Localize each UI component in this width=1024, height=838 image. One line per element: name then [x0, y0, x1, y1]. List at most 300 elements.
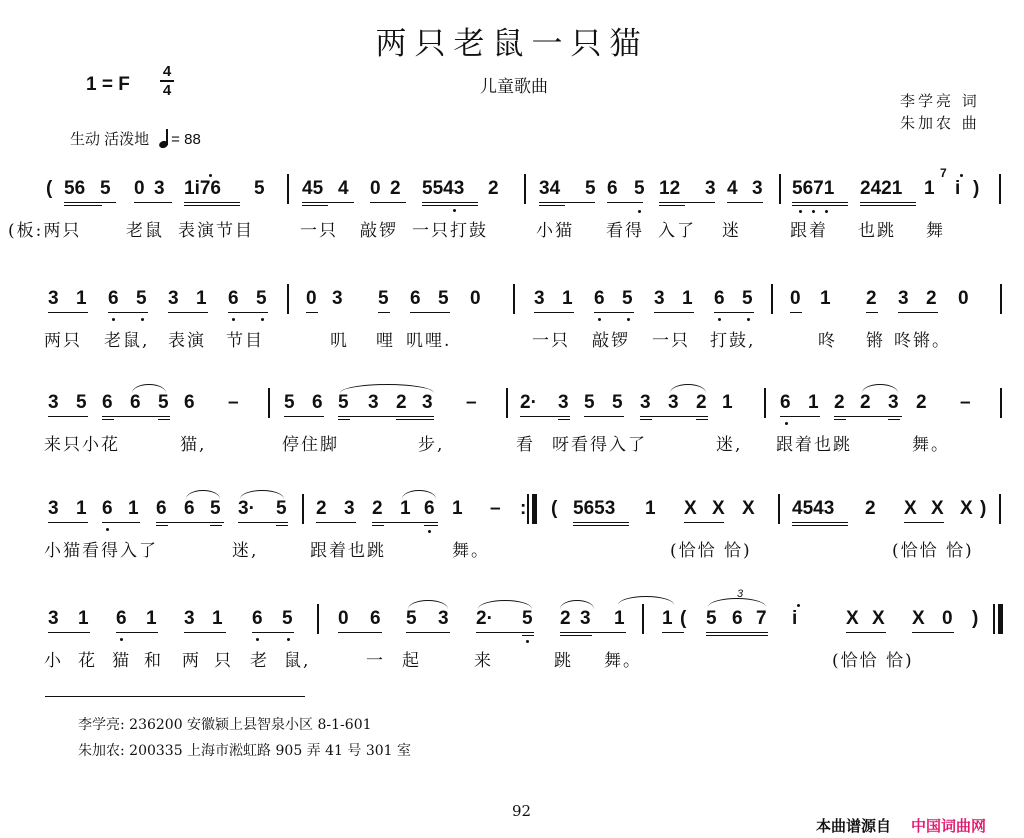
- note: 5: [210, 498, 221, 519]
- beam: [520, 416, 570, 417]
- lyric: 猫,: [180, 435, 207, 455]
- note: 1: [76, 288, 87, 309]
- note: 1: [400, 498, 411, 519]
- final-barline-thick: [998, 604, 1003, 634]
- note: 0: [134, 178, 145, 199]
- beam: [558, 419, 570, 420]
- note: 56: [64, 178, 86, 199]
- note: 5: [406, 608, 417, 629]
- high-octave-dot: [209, 174, 212, 177]
- beam: [659, 205, 685, 206]
- beam: [378, 312, 390, 313]
- triplet-mark: 3: [737, 588, 744, 600]
- beam: [48, 416, 88, 417]
- time-signature-bottom: 4: [162, 82, 172, 99]
- percussion-x: X: [684, 498, 697, 519]
- beam: [338, 419, 350, 420]
- tempo-value: = 88: [171, 131, 201, 148]
- slur: [132, 384, 166, 393]
- note: 3: [534, 288, 545, 309]
- percussion-x: X: [904, 498, 917, 519]
- beam: [370, 202, 406, 203]
- lyric: 小: [44, 651, 63, 671]
- note: 1: [820, 288, 831, 309]
- beam: [238, 522, 288, 523]
- percussion-x: X: [912, 608, 925, 629]
- low-octave-dot: [112, 318, 115, 321]
- note: 7: [756, 608, 767, 629]
- note: 5543: [422, 178, 465, 199]
- slur: [670, 384, 706, 393]
- note: 2: [316, 498, 327, 519]
- lyric: 迷,: [232, 541, 259, 561]
- lyric: 和: [144, 651, 163, 671]
- note: 6: [156, 498, 167, 519]
- beam: [912, 632, 954, 633]
- beam: [422, 202, 478, 203]
- beam: [684, 522, 724, 523]
- note: 1: [212, 608, 223, 629]
- percussion-x: X: [712, 498, 725, 519]
- beam: [714, 312, 754, 313]
- lyric: 咚锵。: [894, 331, 951, 351]
- lyric: (恰恰 恰): [670, 541, 752, 561]
- note: 3: [668, 392, 679, 413]
- beam: [640, 416, 708, 417]
- percussion-x: X: [872, 608, 885, 629]
- note: 6: [108, 288, 119, 309]
- slur: [560, 600, 594, 609]
- repeat-barline-thick: [532, 494, 537, 524]
- lyric: 一只打鼓: [412, 221, 488, 241]
- lyric: 也跳: [858, 221, 896, 241]
- beam: [727, 202, 763, 203]
- barline: [302, 494, 304, 524]
- note: 6: [732, 608, 743, 629]
- note: 6: [116, 608, 127, 629]
- high-octave-dot: [960, 174, 963, 177]
- beam: [156, 525, 168, 526]
- barline: [771, 284, 773, 314]
- note: 5: [622, 288, 633, 309]
- beam: [607, 202, 643, 203]
- barline: [1000, 388, 1002, 418]
- lyric: 猫: [112, 651, 131, 671]
- note: 6: [370, 608, 381, 629]
- note: 5: [522, 608, 533, 629]
- note: 6: [184, 498, 195, 519]
- beam: [539, 205, 565, 206]
- note: 3: [154, 178, 165, 199]
- beam: [696, 419, 708, 420]
- beam: [228, 312, 268, 313]
- note: 12: [659, 178, 681, 199]
- beam: [302, 205, 328, 206]
- note: 2421: [860, 178, 903, 199]
- final-barline-thin: [993, 604, 995, 634]
- beam: [316, 522, 356, 523]
- lyric: 舞: [926, 221, 945, 241]
- percussion-x: X: [931, 498, 944, 519]
- note: 1: [196, 288, 207, 309]
- quarter-note-icon: [159, 130, 169, 148]
- slur: [478, 600, 532, 609]
- lyric: 表演: [168, 331, 206, 351]
- beam: [48, 312, 88, 313]
- beam: [846, 632, 886, 633]
- percussion-x: X: [742, 498, 755, 519]
- slur: [340, 384, 434, 393]
- beam: [573, 525, 629, 526]
- slur: [862, 384, 898, 393]
- barline: [999, 174, 1001, 204]
- beam: [790, 312, 802, 313]
- lyric: 呀看得入了: [552, 435, 647, 455]
- dash: –: [466, 392, 477, 413]
- note: 0: [306, 288, 317, 309]
- beam: [306, 312, 318, 313]
- note: 6: [410, 288, 421, 309]
- note: 6: [252, 608, 263, 629]
- dash: –: [490, 498, 501, 519]
- beam: [888, 419, 900, 420]
- barline: [764, 388, 766, 418]
- note: 3: [888, 392, 899, 413]
- beam: [108, 312, 148, 313]
- source-brand-link[interactable]: 中国词曲网: [911, 817, 987, 835]
- beam: [792, 525, 848, 526]
- beam: [792, 202, 848, 203]
- note: 6: [312, 392, 323, 413]
- beam: [210, 525, 222, 526]
- beam: [302, 202, 354, 203]
- barline: [317, 604, 319, 634]
- note: 3: [332, 288, 343, 309]
- note: 1: [722, 392, 733, 413]
- note: 3: [48, 498, 59, 519]
- beam: [522, 635, 534, 636]
- note: 2·: [476, 608, 493, 629]
- low-octave-dot: [256, 638, 259, 641]
- beam: [706, 635, 768, 636]
- note: 6: [594, 288, 605, 309]
- note: 5: [706, 608, 717, 629]
- lyric: 一: [366, 651, 385, 671]
- beam: [654, 312, 694, 313]
- source-label: 本曲谱源自: [816, 817, 892, 835]
- note: 5: [585, 178, 596, 199]
- lyric: 看: [516, 435, 535, 455]
- composer-credit: 朱加农 曲: [900, 114, 980, 132]
- note: 2: [372, 498, 383, 519]
- beam: [284, 416, 324, 417]
- beam: [406, 632, 450, 633]
- note: 3: [344, 498, 355, 519]
- barline: [287, 174, 289, 204]
- close-paren: ): [980, 498, 987, 519]
- lyric: 表演节目: [178, 221, 254, 241]
- song-title: 两只老鼠一只猫: [375, 26, 649, 62]
- note: 1: [562, 288, 573, 309]
- note: 3: [168, 288, 179, 309]
- low-octave-dot: [428, 530, 431, 533]
- beam: [834, 419, 846, 420]
- lyric: (板:两只: [8, 221, 82, 241]
- barline: [642, 604, 644, 634]
- lyric: 哩: [376, 331, 395, 351]
- lyric: 叽: [330, 331, 349, 351]
- note: 1: [76, 498, 87, 519]
- note: 1: [78, 608, 89, 629]
- close-paren: ): [972, 608, 979, 629]
- beam: [252, 632, 294, 633]
- note: 1: [452, 498, 463, 519]
- lyric: 舞。: [912, 435, 950, 455]
- beam: [64, 205, 102, 206]
- note: 0: [790, 288, 801, 309]
- note: 3: [48, 288, 59, 309]
- note: 5: [634, 178, 645, 199]
- lyric: 鼠,: [284, 651, 311, 671]
- lyric: (恰恰 恰): [832, 651, 914, 671]
- close-paren: ): [973, 178, 980, 199]
- note: 3: [580, 608, 591, 629]
- lyric: 跟着也跳: [776, 435, 852, 455]
- page-number: 92: [512, 802, 532, 820]
- lyric: 敲锣: [592, 331, 630, 351]
- note: 0: [942, 608, 953, 629]
- note: 6: [102, 392, 113, 413]
- low-octave-dot: [261, 318, 264, 321]
- note: 2: [865, 498, 876, 519]
- percussion-x: X: [960, 498, 973, 519]
- high-octave-dot: [797, 604, 800, 607]
- low-octave-dot: [526, 640, 529, 643]
- note: 1i76: [184, 178, 221, 199]
- lyric: 来只小花: [44, 435, 120, 455]
- beam: [338, 416, 434, 417]
- low-octave-dot: [598, 318, 601, 321]
- lyric: 跟着也跳: [310, 541, 386, 561]
- low-octave-dot: [825, 210, 828, 213]
- note: 0: [958, 288, 969, 309]
- note: 6: [130, 392, 141, 413]
- note: 2: [560, 608, 571, 629]
- beam: [662, 632, 684, 633]
- lyric: 舞。: [452, 541, 490, 561]
- low-octave-dot: [799, 210, 802, 213]
- lyric: 停住脚: [282, 435, 339, 455]
- barline: [999, 494, 1001, 524]
- note: 5: [612, 392, 623, 413]
- lyric: 老: [250, 651, 269, 671]
- note: 2: [390, 178, 401, 199]
- note: 3·: [238, 498, 255, 519]
- note: 5: [158, 392, 169, 413]
- key-signature: 1 = F: [86, 74, 130, 95]
- beam: [792, 205, 848, 206]
- lyric: 迷,: [716, 435, 743, 455]
- lyric: 跳: [554, 651, 573, 671]
- beam: [476, 632, 534, 633]
- low-octave-dot: [141, 318, 144, 321]
- note: 4: [727, 178, 738, 199]
- note: 0: [470, 288, 481, 309]
- note: 5: [76, 392, 87, 413]
- note: 5: [136, 288, 147, 309]
- open-paren: (: [680, 608, 687, 629]
- lyric: (恰恰 恰): [892, 541, 974, 561]
- beam: [904, 522, 944, 523]
- dash: –: [960, 392, 971, 413]
- beam: [898, 312, 938, 313]
- barline: [524, 174, 526, 204]
- lyric: 跟着: [790, 221, 828, 241]
- lyric: 小猫看得入了: [44, 541, 158, 561]
- note: 5: [338, 392, 349, 413]
- barline: [779, 174, 781, 204]
- note: 3: [654, 288, 665, 309]
- song-genre: 儿童歌曲: [480, 77, 548, 97]
- beam: [116, 632, 158, 633]
- beam: [48, 522, 88, 523]
- lyric: 锵: [866, 331, 885, 351]
- beam: [372, 522, 438, 523]
- note: 6: [228, 288, 239, 309]
- beam: [48, 632, 90, 633]
- barline: [778, 494, 780, 524]
- tempo-marking: [70, 128, 201, 149]
- low-octave-dot: [785, 422, 788, 425]
- note: 34: [539, 178, 561, 199]
- note: 1: [614, 608, 625, 629]
- note: 2: [916, 392, 927, 413]
- note: 4543: [792, 498, 835, 519]
- lyric: 两: [182, 651, 201, 671]
- slur: [402, 490, 436, 499]
- note: 3: [705, 178, 716, 199]
- note: 1: [645, 498, 656, 519]
- note: 3: [558, 392, 569, 413]
- note: 3: [438, 608, 449, 629]
- lyric: 步,: [418, 435, 445, 455]
- note: 2: [866, 288, 877, 309]
- beam: [184, 205, 240, 206]
- note: 5653: [573, 498, 616, 519]
- beam: [424, 525, 438, 526]
- note: 1: [662, 608, 673, 629]
- note: 3: [368, 392, 379, 413]
- note: 5: [282, 608, 293, 629]
- lyric: 一只: [652, 331, 690, 351]
- beam: [410, 312, 450, 313]
- grace-note: 7: [940, 166, 947, 180]
- note: 6: [424, 498, 435, 519]
- beam: [396, 419, 434, 420]
- note: 5: [584, 392, 595, 413]
- beam: [338, 632, 382, 633]
- low-octave-dot: [453, 209, 456, 212]
- barline: [513, 284, 515, 314]
- note: 3: [640, 392, 651, 413]
- note: 2: [926, 288, 937, 309]
- low-octave-dot: [120, 638, 123, 641]
- note: 3: [898, 288, 909, 309]
- note: 6: [102, 498, 113, 519]
- note: 2: [696, 392, 707, 413]
- note: 45: [302, 178, 324, 199]
- note: 1: [924, 178, 935, 199]
- lyric: 舞。: [604, 651, 642, 671]
- low-octave-dot: [627, 318, 630, 321]
- open-paren: (: [46, 178, 53, 199]
- beam: [860, 202, 916, 203]
- repeat-barline-thin: [527, 494, 529, 524]
- lyric: 起: [402, 651, 421, 671]
- barline: [268, 388, 270, 418]
- barline: [287, 284, 289, 314]
- beam: [276, 525, 288, 526]
- lyric: 老鼠: [126, 221, 164, 241]
- beam: [706, 632, 768, 633]
- note: 5: [254, 178, 265, 199]
- beam: [102, 416, 170, 417]
- lyricist-credit: 李学亮 词: [900, 92, 980, 110]
- lyric: 只: [214, 651, 233, 671]
- beam: [64, 202, 116, 203]
- source-attribution: [816, 815, 986, 836]
- note: 5: [438, 288, 449, 309]
- note: i: [792, 608, 798, 629]
- low-octave-dot: [232, 318, 235, 321]
- note: 0: [370, 178, 381, 199]
- note: 5: [100, 178, 111, 199]
- note: 1: [128, 498, 139, 519]
- low-octave-dot: [287, 638, 290, 641]
- barline: [1000, 284, 1002, 314]
- beam: [866, 312, 878, 313]
- lyric: 迷: [722, 221, 741, 241]
- note: 3: [48, 392, 59, 413]
- beam: [102, 522, 140, 523]
- beam: [584, 416, 624, 417]
- beam: [422, 205, 478, 206]
- lyric: 打鼓,: [710, 331, 756, 351]
- footnote-divider: [45, 696, 305, 697]
- lyric: 叽哩.: [406, 331, 452, 351]
- beam: [860, 205, 916, 206]
- tie: [618, 596, 674, 605]
- beam: [168, 312, 208, 313]
- beam: [640, 419, 652, 420]
- beam: [560, 635, 592, 636]
- note: 1: [682, 288, 693, 309]
- note: 4: [338, 178, 349, 199]
- beam: [834, 416, 902, 417]
- note: 2: [860, 392, 871, 413]
- beam: [534, 312, 574, 313]
- lyric: 花: [78, 651, 97, 671]
- low-octave-dot: [106, 528, 109, 531]
- lyric: 咚: [818, 331, 837, 351]
- note: 6: [714, 288, 725, 309]
- note: 3: [422, 392, 433, 413]
- slur: [186, 490, 220, 499]
- note: 6: [607, 178, 618, 199]
- time-signature-top: 4: [162, 63, 172, 80]
- note: 5671: [792, 178, 835, 199]
- time-signature: [160, 64, 174, 98]
